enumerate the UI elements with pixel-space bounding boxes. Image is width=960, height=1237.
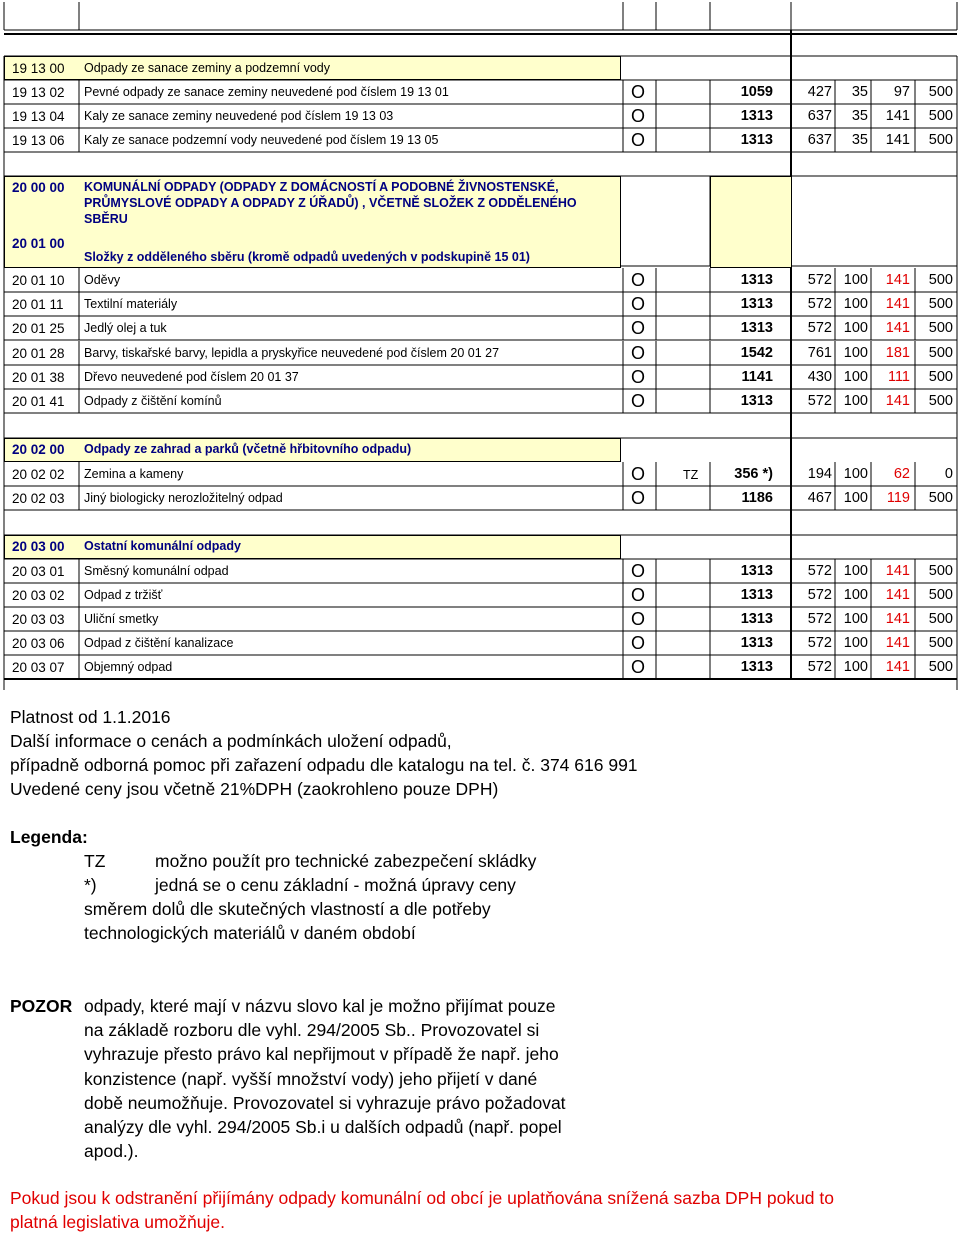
- row-col1: 430: [807, 369, 832, 385]
- row-category: O: [631, 106, 646, 126]
- row-col2: 100: [843, 490, 868, 506]
- row-col2: 100: [843, 296, 868, 312]
- row-category: O: [631, 343, 646, 363]
- row-col4: 500: [928, 611, 953, 627]
- row-col2: 100: [843, 345, 868, 361]
- row-col4: 500: [928, 490, 953, 506]
- row-name: Odpad z tržišť: [84, 588, 163, 602]
- row-col4: 500: [928, 272, 953, 288]
- row-col4: 500: [928, 132, 953, 148]
- row-price: 1313: [740, 296, 773, 312]
- row-code: 20 01 25: [12, 321, 65, 336]
- row-col4: 500: [928, 635, 953, 651]
- row-category: O: [631, 657, 646, 677]
- row-col1: 194: [807, 466, 832, 482]
- row-col4: 500: [928, 659, 953, 675]
- row-code: 20 01 11: [12, 297, 64, 312]
- row-col3: 141: [885, 635, 910, 651]
- row-col2: 35: [851, 84, 868, 100]
- row-name: Barvy, tiskařské barvy, lepidla a pryskyřice neuvedené pod číslem 20 01 27: [84, 346, 500, 360]
- row-col1: 572: [807, 393, 832, 409]
- row-col1: 637: [807, 132, 832, 148]
- legend-text-tz: možno použít pro technické zabezpečení skládky: [155, 851, 537, 871]
- row-price: 1313: [740, 320, 773, 336]
- highlight-20-00-00-extra: [710, 176, 792, 268]
- row-col3: 62: [893, 466, 910, 482]
- legend-title: Legenda:: [10, 827, 88, 847]
- row-col1: 572: [807, 635, 832, 651]
- row-name: Objemný odpad: [84, 660, 173, 674]
- legend-key-star: *): [84, 875, 97, 895]
- row-category: O: [631, 609, 646, 629]
- row-category: O: [631, 391, 646, 411]
- row-name: Uliční smetky: [84, 612, 159, 626]
- info-line-1: Další informace o cenách a podmínkách uložení odpadů,: [10, 731, 452, 751]
- row-col3: 141: [885, 393, 910, 409]
- row-col4: 500: [928, 393, 953, 409]
- row-category: O: [631, 270, 646, 290]
- pozor-line: analýzy dle vyhl. 294/2005 Sb.i u dalších odpadů (např. popel: [84, 1117, 562, 1137]
- row-col1: 427: [807, 84, 832, 100]
- row-name: Kaly ze sanace podzemní vody neuvedené pod číslem 19 13 05: [84, 133, 439, 147]
- row-name: Zemina a kameny: [84, 467, 184, 481]
- row-name: Odpad z čištění kanalizace: [84, 636, 234, 650]
- row-col1: 572: [807, 587, 832, 603]
- row-col2: 100: [843, 320, 868, 336]
- row-col4: 500: [928, 320, 953, 336]
- row-col3: 111: [887, 369, 910, 385]
- row-name: Odpady z čištění komínů: [84, 394, 222, 408]
- group-20-03-name: Ostatní komunální odpady: [84, 539, 241, 553]
- row-col1: 467: [807, 490, 832, 506]
- row-col1: 572: [807, 296, 832, 312]
- row-name: Pevné odpady ze sanace zeminy neuvedené pod číslem 19 13 01: [84, 85, 449, 99]
- row-tz: TZ: [683, 468, 699, 482]
- row-col1: 572: [807, 611, 832, 627]
- row-col1: 572: [807, 563, 832, 579]
- row-col3: 141: [885, 132, 910, 148]
- row-col3: 141: [885, 611, 910, 627]
- row-col3: 141: [885, 563, 910, 579]
- row-price: 356 *): [734, 466, 773, 482]
- row-code: 20 01 28: [12, 346, 65, 361]
- row-price: 1313: [740, 272, 773, 288]
- row-category: O: [631, 585, 646, 605]
- legend-key-tz: TZ: [84, 851, 106, 871]
- row-col4: 0: [944, 466, 953, 482]
- row-price: 1313: [740, 611, 773, 627]
- row-col2: 100: [843, 272, 868, 288]
- row-price: 1313: [740, 108, 773, 124]
- row-col1: 637: [807, 108, 832, 124]
- row-price: 1313: [740, 635, 773, 651]
- row-price: 1186: [741, 490, 773, 506]
- row-category: O: [631, 464, 646, 484]
- row-col2: 100: [843, 611, 868, 627]
- row-col2: 100: [843, 659, 868, 675]
- row-name: Oděvy: [84, 273, 121, 287]
- row-code: 20 01 38: [12, 370, 65, 385]
- legend-extra-2: technologických materiálů v daném období: [84, 923, 416, 943]
- row-col2: 100: [843, 587, 868, 603]
- row-col2: 100: [843, 393, 868, 409]
- row-col3: 141: [885, 272, 910, 288]
- row-category: O: [631, 82, 646, 102]
- group-20-02-code: 20 02 00: [12, 442, 65, 457]
- row-code: 20 03 07: [12, 660, 65, 675]
- row-price: 1313: [740, 563, 773, 579]
- row-col2: 100: [843, 466, 868, 482]
- row-col1: 572: [807, 272, 832, 288]
- group-20-name-line1: KOMUNÁLNÍ ODPADY (ODPADY Z DOMÁCNOSTÍ A PODOBNÉ ŽIVNOSTENSKÉ,: [84, 180, 559, 194]
- row-price: 1141: [741, 369, 773, 385]
- row-category: O: [631, 130, 646, 150]
- pozor-line: době neumožňuje. Provozovatel si vyhrazuje právo požadovat: [84, 1092, 566, 1113]
- row-col1: 572: [807, 659, 832, 675]
- row-category: O: [631, 294, 646, 314]
- group-20-name-line3: SBĚRU: [84, 212, 128, 226]
- row-col2: 100: [843, 369, 868, 385]
- pozor-line: apod.).: [84, 1141, 139, 1162]
- row-col2: 35: [851, 132, 868, 148]
- group-20-02-name: Odpady ze zahrad a parků (včetně hřbitovního odpadu): [84, 442, 412, 456]
- pozor-label: POZOR: [10, 996, 73, 1016]
- row-price: 1313: [740, 393, 773, 409]
- group-20-01-name: Složky z odděleného sběru (kromě odpadů uvedených v podskupině 15 01): [84, 250, 530, 264]
- pozor-line: odpady, které mají v názvu slovo kal je možno přijímat pouze: [84, 996, 556, 1016]
- validity-line: Platnost od 1.1.2016: [10, 707, 171, 727]
- row-col1: 572: [807, 320, 832, 336]
- row-code: 19 13 06: [12, 133, 65, 148]
- row-col3: 181: [885, 345, 910, 361]
- row-col4: 500: [928, 84, 953, 100]
- row-code: 20 03 06: [12, 636, 65, 651]
- row-col3: 141: [885, 108, 910, 124]
- row-col1: 761: [807, 345, 832, 361]
- row-col4: 500: [928, 587, 953, 603]
- row-category: O: [631, 561, 646, 581]
- row-col3: 119: [886, 490, 910, 506]
- row-code: 19 13 04: [12, 109, 65, 124]
- row-category: O: [631, 633, 646, 653]
- red-note-line-2: platná legislativa umožňuje.: [10, 1212, 225, 1232]
- row-name: Jedlý olej a tuk: [84, 321, 167, 335]
- row-col2: 100: [843, 563, 868, 579]
- row-name: Směsný komunální odpad: [84, 564, 229, 578]
- row-code: 20 01 10: [12, 273, 65, 288]
- row-code: 20 02 02: [12, 467, 65, 482]
- row-price: 1313: [740, 659, 773, 675]
- row-col4: 500: [928, 296, 953, 312]
- group-20-name-line2: PRŮMYSLOVÉ ODPADY A ODPADY Z ÚŘADŮ) , VČETNĚ SLOŽEK Z ODDĚLENÉHO: [84, 196, 577, 210]
- group-20-code: 20 00 00: [12, 180, 65, 195]
- group-20-01-code: 20 01 00: [12, 236, 65, 251]
- row-category: O: [631, 367, 646, 387]
- row-col3: 141: [885, 296, 910, 312]
- row-name: Jiný biologicky nerozložitelný odpad: [84, 491, 283, 505]
- row-code: 20 03 01: [12, 564, 65, 579]
- pozor-line: na základě rozboru dle vyhl. 294/2005 Sb.. Provozovatel si: [84, 1020, 540, 1041]
- row-col3: 141: [885, 587, 910, 603]
- row-code: 19 13 02: [12, 85, 65, 100]
- row-name: Dřevo neuvedené pod číslem 20 01 37: [84, 370, 299, 384]
- row-name: Odpady ze sanace zeminy a podzemní vody: [84, 61, 330, 75]
- row-name: Kaly ze sanace zeminy neuvedené pod číslem 19 13 03: [84, 109, 394, 123]
- row-category: O: [631, 488, 646, 508]
- legend-extra-1: směrem dolů dle skutečných vlastností a dle potřeby: [84, 899, 491, 919]
- pozor-line: vyhrazuje přesto právo kal nepřijmout v případě že např. jeho: [84, 1044, 559, 1065]
- legend-text-star: jedná se o cenu základní - možná úpravy ceny: [155, 875, 516, 895]
- row-code: 20 02 03: [12, 491, 65, 506]
- red-note-line-1: Pokud jsou k odstranění přijímány odpady komunální od obcí je uplatňována snížená sazba DPH pokud to: [10, 1188, 834, 1208]
- row-code: 20 03 02: [12, 588, 65, 603]
- row-price: 1313: [740, 587, 773, 603]
- row-name: Textilní materiály: [84, 297, 178, 311]
- row-col2: 35: [851, 108, 868, 124]
- row-category: O: [631, 318, 646, 338]
- row-col2: 100: [843, 635, 868, 651]
- row-code: 20 03 03: [12, 612, 65, 627]
- row-code: 20 01 41: [12, 394, 65, 409]
- row-col3: 97: [893, 84, 910, 100]
- row-col4: 500: [928, 345, 953, 361]
- row-col4: 500: [928, 563, 953, 579]
- row-code: 19 13 00: [12, 61, 65, 76]
- row-col4: 500: [928, 369, 953, 385]
- row-col4: 500: [928, 108, 953, 124]
- row-price: 1542: [740, 345, 773, 361]
- row-price: 1313: [740, 132, 773, 148]
- info-line-2: případně odborná pomoc při zařazení odpadu dle katalogu na tel. č. 374 616 991: [10, 755, 638, 775]
- row-price: 1059: [740, 84, 773, 100]
- group-20-03-code: 20 03 00: [12, 539, 65, 554]
- pozor-line: konzistence (např. vyšší množství vody) jeho přijetí v dané: [84, 1068, 538, 1089]
- row-col3: 141: [885, 320, 910, 336]
- info-line-3: Uvedené ceny jsou včetně 21%DPH (zaokrohleno pouze DPH): [10, 779, 499, 799]
- row-col3: 141: [885, 659, 910, 675]
